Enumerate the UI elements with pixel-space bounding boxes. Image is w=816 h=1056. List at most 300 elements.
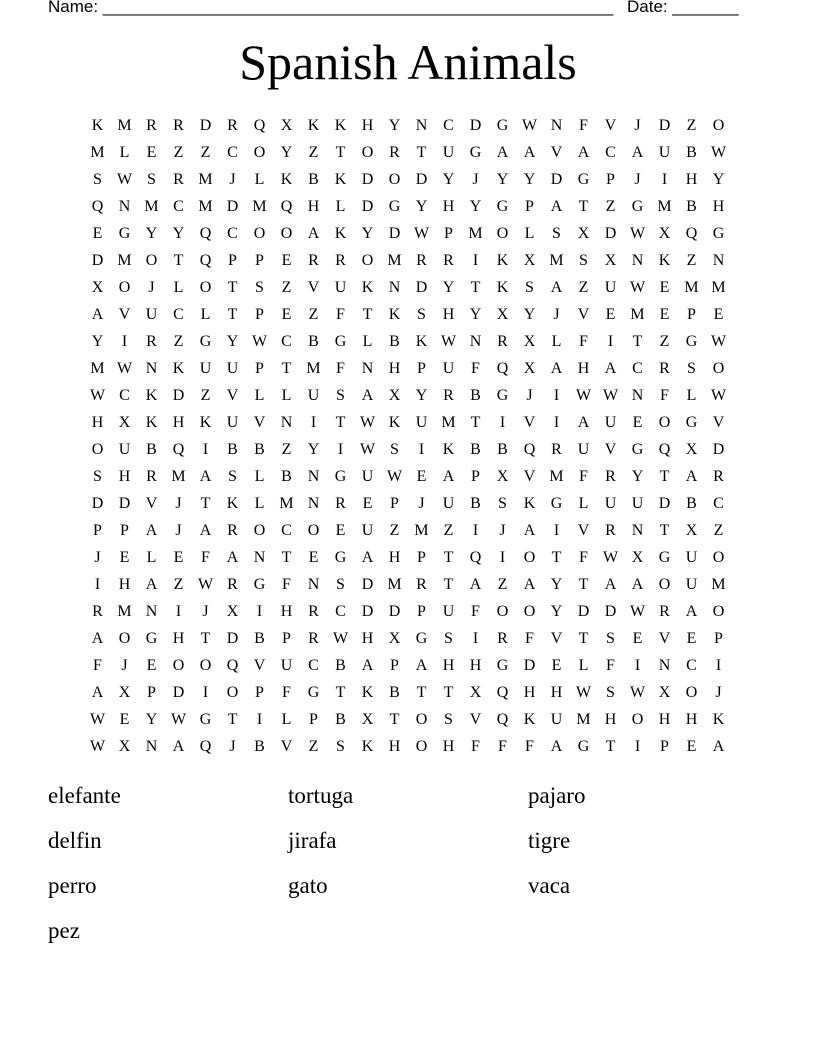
grid-letter: R: [227, 116, 238, 134]
date-field-label: Date: _______: [627, 0, 739, 16]
grid-letter: G: [577, 170, 590, 188]
grid-letter: Q: [496, 683, 509, 701]
grid-letter: U: [685, 548, 698, 566]
grid-letter: V: [658, 629, 671, 647]
grid-letter: L: [254, 467, 265, 485]
grid-letter: P: [390, 494, 399, 512]
grid-letter: X: [523, 359, 536, 377]
grid-letter: T: [470, 413, 481, 431]
grid-letter: F: [282, 683, 291, 701]
grid-letter: W: [629, 278, 646, 296]
grid-letter: N: [712, 251, 725, 269]
grid-letter: G: [658, 548, 671, 566]
grid-letter: Y: [388, 116, 401, 134]
grid-letter: I: [499, 413, 506, 431]
grid-letter: R: [389, 143, 400, 161]
grid-letter: A: [172, 737, 185, 755]
grid-letter: J: [499, 521, 506, 539]
grid-letter: A: [91, 305, 104, 323]
grid-letter: U: [604, 413, 617, 431]
grid-letter: D: [415, 278, 428, 296]
grid-letter: D: [361, 602, 374, 620]
grid-letter: Z: [281, 440, 292, 458]
grid-letter: H: [388, 548, 401, 566]
grid-letter: K: [334, 170, 347, 188]
grid-letter: Z: [308, 737, 319, 755]
grid-letter: L: [524, 224, 535, 242]
grid-letter: B: [470, 494, 481, 512]
grid-letter: U: [361, 467, 374, 485]
grid-letter: R: [443, 386, 454, 404]
grid-letter: K: [145, 386, 158, 404]
grid-letter: M: [387, 575, 402, 593]
grid-letter: M: [576, 710, 591, 728]
grid-letter: X: [685, 521, 698, 539]
grid-letter: M: [387, 251, 402, 269]
grid-letter: F: [471, 359, 480, 377]
grid-letter: S: [579, 251, 588, 269]
grid-letter: Z: [173, 575, 184, 593]
grid-letter: W: [710, 332, 727, 350]
grid-letter: D: [388, 602, 401, 620]
grid-letter: C: [281, 521, 292, 539]
grid-letter: P: [714, 629, 723, 647]
grid-letter: E: [281, 251, 292, 269]
grid-letter: R: [227, 521, 238, 539]
grid-letter: G: [334, 467, 347, 485]
grid-letter: A: [550, 197, 563, 215]
grid-letter: S: [93, 170, 102, 188]
grid-letter: X: [523, 332, 536, 350]
grid-letter: X: [469, 683, 482, 701]
grid-letter: R: [713, 467, 724, 485]
grid-letter: C: [281, 332, 292, 350]
grid-letter: P: [606, 170, 615, 188]
grid-letter: D: [415, 170, 428, 188]
grid-letter: R: [308, 629, 319, 647]
grid-letter: W: [89, 710, 106, 728]
grid-letter: E: [119, 548, 130, 566]
grid-letter: X: [577, 224, 590, 242]
grid-letter: N: [145, 737, 158, 755]
grid-letter: O: [118, 629, 131, 647]
grid-letter: G: [388, 197, 401, 215]
grid-letter: O: [361, 143, 374, 161]
grid-letter: I: [121, 332, 128, 350]
grid-letter: L: [578, 656, 589, 674]
grid-letter: A: [712, 737, 725, 755]
grid-letter: A: [604, 359, 617, 377]
word-list-item: perro: [48, 873, 97, 898]
grid-letter: G: [199, 710, 212, 728]
grid-letter: D: [658, 494, 671, 512]
grid-letter: U: [631, 494, 644, 512]
grid-letter: V: [523, 413, 536, 431]
grid-letter: K: [712, 710, 725, 728]
grid-letter: K: [226, 494, 239, 512]
grid-letter: U: [334, 278, 347, 296]
grid-letter: D: [388, 224, 401, 242]
grid-letter: L: [119, 143, 130, 161]
grid-letter: I: [202, 440, 209, 458]
grid-letter: W: [170, 710, 187, 728]
grid-letter: F: [525, 629, 534, 647]
grid-letter: N: [118, 197, 131, 215]
grid-letter: P: [255, 251, 264, 269]
grid-letter: U: [442, 143, 455, 161]
grid-letter: G: [145, 629, 158, 647]
grid-letter: V: [577, 305, 590, 323]
grid-letter: G: [118, 224, 131, 242]
grid-letter: D: [550, 170, 563, 188]
word-list-item: tortuga: [288, 783, 354, 808]
grid-letter: W: [359, 413, 376, 431]
grid-letter: F: [471, 737, 480, 755]
grid-letter: P: [444, 224, 453, 242]
grid-letter: T: [443, 575, 454, 593]
grid-letter: V: [253, 656, 266, 674]
grid-letter: X: [658, 224, 671, 242]
grid-letter: W: [521, 116, 538, 134]
grid-letter: X: [388, 386, 401, 404]
grid-letter: J: [121, 656, 128, 674]
grid-letter: U: [550, 710, 563, 728]
grid-letter: J: [229, 170, 236, 188]
grid-letter: I: [634, 656, 641, 674]
grid-letter: Y: [280, 143, 293, 161]
grid-letter: Z: [686, 251, 697, 269]
grid-letter: G: [496, 386, 509, 404]
grid-letter: G: [550, 494, 563, 512]
grid-letter: F: [525, 737, 534, 755]
grid-letter: T: [335, 683, 346, 701]
grid-letter: T: [605, 737, 616, 755]
word-search-grid: [84, 112, 732, 760]
grid-letter: R: [659, 602, 670, 620]
grid-letter: U: [604, 494, 617, 512]
grid-letter: V: [604, 116, 617, 134]
grid-letter: V: [145, 494, 158, 512]
grid-letter: I: [472, 521, 479, 539]
grid-letter: R: [605, 467, 616, 485]
grid-letter: O: [253, 224, 266, 242]
grid-letter: T: [281, 359, 292, 377]
grid-letter: N: [307, 575, 320, 593]
grid-letter: B: [389, 332, 400, 350]
grid-letter: B: [497, 440, 508, 458]
grid-letter: Y: [226, 332, 239, 350]
grid-letter: O: [361, 251, 374, 269]
grid-letter: R: [335, 494, 346, 512]
grid-letter: F: [471, 602, 480, 620]
grid-letter: K: [145, 413, 158, 431]
grid-letter: I: [94, 575, 101, 593]
grid-letter: H: [118, 467, 131, 485]
grid-letter: K: [388, 305, 401, 323]
grid-letter: W: [359, 440, 376, 458]
grid-letter: M: [279, 494, 294, 512]
grid-letter: G: [307, 683, 320, 701]
grid-letter: O: [523, 602, 536, 620]
grid-letter: N: [631, 521, 644, 539]
grid-letter: G: [253, 575, 266, 593]
grid-letter: F: [660, 386, 669, 404]
grid-letter: U: [685, 575, 698, 593]
grid-letter: I: [337, 440, 344, 458]
grid-letter: N: [658, 656, 671, 674]
grid-letter: J: [634, 116, 641, 134]
grid-letter: W: [575, 386, 592, 404]
grid-letter: R: [605, 521, 616, 539]
grid-letter: U: [658, 143, 671, 161]
grid-letter: M: [117, 251, 132, 269]
grid-letter: K: [199, 413, 212, 431]
grid-letter: Z: [605, 197, 616, 215]
grid-letter: A: [577, 413, 590, 431]
grid-letter: T: [470, 278, 481, 296]
grid-letter: T: [443, 683, 454, 701]
grid-letter: Q: [199, 737, 212, 755]
grid-letter: S: [606, 629, 615, 647]
grid-letter: Y: [145, 224, 158, 242]
grid-letter: Q: [496, 710, 509, 728]
grid-letter: F: [336, 305, 345, 323]
grid-letter: H: [172, 413, 185, 431]
grid-letter: B: [686, 197, 697, 215]
grid-letter: Q: [280, 197, 293, 215]
grid-letter: Y: [550, 602, 563, 620]
grid-letter: H: [388, 359, 401, 377]
grid-letter: U: [361, 521, 374, 539]
grid-letter: V: [523, 467, 536, 485]
grid-letter: E: [686, 737, 697, 755]
grid-letter: B: [470, 440, 481, 458]
grid-letter: K: [523, 494, 536, 512]
grid-letter: M: [711, 278, 726, 296]
grid-letter: P: [255, 305, 264, 323]
grid-letter: X: [361, 710, 374, 728]
grid-letter: D: [577, 602, 590, 620]
grid-letter: O: [199, 278, 212, 296]
grid-letter: K: [415, 332, 428, 350]
grid-letter: Z: [443, 521, 454, 539]
grid-letter: O: [685, 683, 698, 701]
grid-letter: H: [577, 359, 590, 377]
grid-letter: M: [198, 170, 213, 188]
grid-letter: I: [607, 332, 614, 350]
grid-letter: L: [254, 494, 265, 512]
grid-letter: O: [388, 170, 401, 188]
grid-letter: S: [606, 683, 615, 701]
grid-letter: O: [91, 440, 104, 458]
grid-letter: A: [523, 143, 536, 161]
grid-letter: N: [145, 602, 158, 620]
grid-letter: B: [308, 332, 319, 350]
grid-letter: Y: [415, 386, 428, 404]
grid-letter: R: [146, 467, 157, 485]
grid-letter: E: [281, 305, 292, 323]
grid-letter: Q: [523, 440, 536, 458]
grid-letter: M: [549, 467, 564, 485]
grid-letter: T: [227, 305, 238, 323]
grid-letter: P: [687, 305, 696, 323]
grid-letter: E: [713, 305, 724, 323]
grid-letter: W: [602, 386, 619, 404]
grid-letter: D: [118, 494, 131, 512]
grid-letter: G: [334, 548, 347, 566]
grid-letter: K: [334, 116, 347, 134]
grid-letter: F: [498, 737, 507, 755]
grid-letter: T: [362, 305, 373, 323]
grid-letter: B: [335, 656, 346, 674]
grid-letter: P: [147, 683, 156, 701]
grid-letter: W: [629, 224, 646, 242]
grid-letter: P: [417, 548, 426, 566]
grid-letter: D: [523, 656, 536, 674]
grid-letter: S: [147, 170, 156, 188]
grid-letter: T: [281, 548, 292, 566]
grid-letter: G: [712, 224, 725, 242]
grid-letter: O: [658, 575, 671, 593]
grid-letter: J: [175, 494, 182, 512]
grid-letter: L: [173, 278, 184, 296]
grid-letter: W: [413, 224, 430, 242]
word-list-item: pez: [48, 918, 80, 943]
grid-letter: Y: [550, 575, 563, 593]
grid-letter: X: [496, 467, 509, 485]
grid-letter: S: [552, 224, 561, 242]
grid-letter: Z: [308, 143, 319, 161]
grid-letter: W: [575, 683, 592, 701]
grid-letter: J: [94, 548, 101, 566]
grid-letter: D: [361, 575, 374, 593]
grid-letter: W: [710, 386, 727, 404]
grid-letter: M: [684, 278, 699, 296]
word-list-item: gato: [288, 873, 328, 898]
grid-letter: I: [499, 548, 506, 566]
grid-letter: E: [308, 548, 319, 566]
grid-letter: R: [173, 170, 184, 188]
grid-letter: U: [442, 602, 455, 620]
grid-letter: A: [361, 656, 374, 674]
grid-letter: A: [442, 467, 455, 485]
word-list-item: elefante: [48, 783, 121, 808]
grid-letter: T: [632, 332, 643, 350]
grid-letter: B: [254, 737, 265, 755]
grid-letter: S: [336, 737, 345, 755]
grid-letter: H: [523, 683, 536, 701]
grid-letter: M: [90, 359, 105, 377]
page-title: Spanish Animals: [239, 34, 577, 90]
grid-letter: U: [577, 440, 590, 458]
grid-letter: Q: [91, 197, 104, 215]
grid-letter: O: [631, 710, 644, 728]
name-field-label: Name: ______________________________________________________: [48, 0, 614, 16]
grid-letter: A: [145, 521, 158, 539]
grid-letter: L: [254, 386, 265, 404]
grid-letter: K: [172, 359, 185, 377]
grid-letter: O: [145, 251, 158, 269]
grid-letter: A: [415, 656, 428, 674]
grid-letter: K: [442, 440, 455, 458]
grid-letter: K: [361, 278, 374, 296]
grid-letter: E: [659, 305, 670, 323]
grid-letter: E: [605, 305, 616, 323]
grid-letter: O: [172, 656, 185, 674]
grid-letter: P: [309, 710, 318, 728]
grid-letter: G: [577, 737, 590, 755]
grid-letter: K: [361, 737, 374, 755]
grid-letter: M: [252, 197, 267, 215]
grid-letter: A: [550, 737, 563, 755]
grid-letter: B: [389, 683, 400, 701]
grid-letter: L: [281, 710, 292, 728]
grid-letter: D: [604, 224, 617, 242]
grid-letter: F: [579, 116, 588, 134]
grid-letter: R: [551, 440, 562, 458]
grid-letter: O: [307, 521, 320, 539]
grid-letter: L: [254, 170, 265, 188]
grid-letter: N: [631, 251, 644, 269]
grid-letter: O: [280, 224, 293, 242]
grid-letter: R: [416, 575, 427, 593]
grid-letter: C: [227, 224, 238, 242]
grid-letter: T: [578, 197, 589, 215]
grid-letter: U: [307, 386, 320, 404]
grid-letter: A: [496, 143, 509, 161]
grid-letter: A: [91, 629, 104, 647]
grid-letter: G: [199, 332, 212, 350]
grid-letter: X: [118, 737, 131, 755]
grid-letter: Y: [145, 710, 158, 728]
grid-letter: P: [93, 521, 102, 539]
grid-letter: H: [712, 197, 725, 215]
grid-letter: U: [415, 413, 428, 431]
grid-letter: S: [93, 467, 102, 485]
grid-letter: J: [229, 737, 236, 755]
grid-letter: W: [440, 332, 457, 350]
grid-letter: H: [280, 602, 293, 620]
grid-letter: R: [227, 575, 238, 593]
grid-letter: Z: [659, 332, 670, 350]
grid-letter: Z: [578, 278, 589, 296]
grid-letter: Q: [226, 656, 239, 674]
grid-letter: K: [361, 683, 374, 701]
grid-letter: R: [335, 251, 346, 269]
grid-letter: R: [497, 629, 508, 647]
grid-letter: O: [118, 278, 131, 296]
grid-letter: G: [496, 116, 509, 134]
grid-letter: O: [415, 737, 428, 755]
grid-letter: K: [388, 413, 401, 431]
grid-letter: K: [523, 710, 536, 728]
grid-letter: I: [256, 602, 263, 620]
grid-letter: J: [472, 170, 479, 188]
grid-letter: Z: [200, 386, 211, 404]
grid-letter: H: [442, 737, 455, 755]
grid-letter: C: [686, 656, 697, 674]
grid-letter: H: [685, 170, 698, 188]
grid-letter: I: [634, 737, 641, 755]
grid-letter: O: [496, 602, 509, 620]
grid-letter: T: [227, 710, 238, 728]
grid-letter: B: [254, 629, 265, 647]
grid-letter: Q: [496, 359, 509, 377]
grid-letter: A: [685, 467, 698, 485]
grid-letter: T: [200, 629, 211, 647]
grid-letter: X: [118, 413, 131, 431]
grid-letter: R: [659, 359, 670, 377]
